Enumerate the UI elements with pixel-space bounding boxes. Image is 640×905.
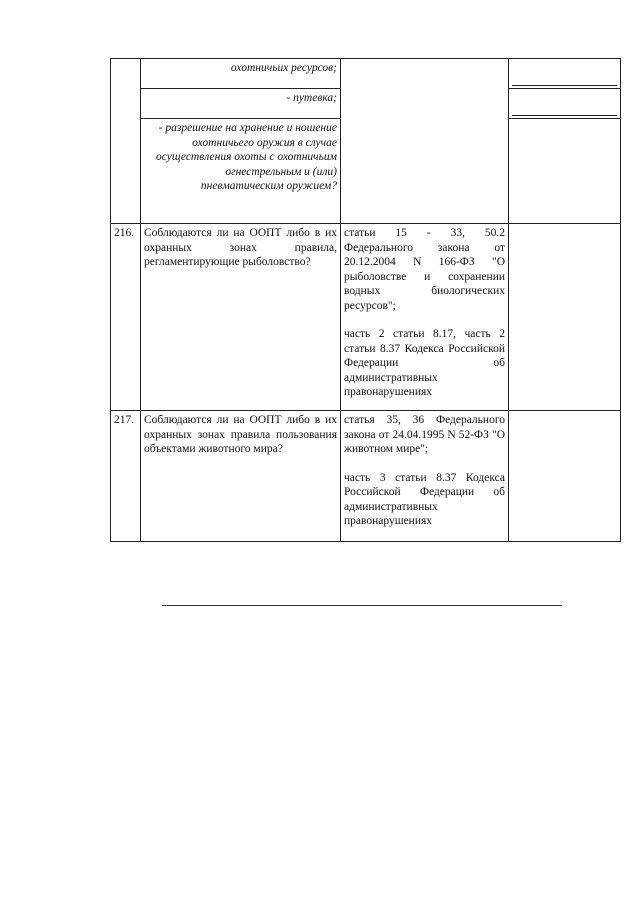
continuation-item-2: - путевка; — [141, 89, 341, 119]
question-text: Соблюдаются ли на ООПТ либо в их охранных зонах правила пользования объектами животного мира? — [141, 411, 341, 542]
question-text: Соблюдаются ли на ООПТ либо в их охранных зонах правила, регламентирующие рыболовство? — [141, 224, 341, 411]
continuation-note-cell-1 — [509, 59, 621, 89]
row-number: 216. — [111, 224, 141, 411]
note-box — [512, 91, 617, 116]
continuation-reference-cell — [341, 59, 509, 224]
continuation-number-cell — [111, 59, 141, 224]
table-row-216 — [111, 224, 621, 411]
legal-reference: часть 2 статьи 8.17, часть 2 статьи 8.37 Кодекса Российской Федерации об административных правонарушениях — [344, 328, 505, 398]
requirements-table — [110, 58, 621, 542]
legal-reference: статьи 15 - 33, 50.2 Федерального закона от 20.12.2004 N 166-ФЗ "О рыболовстве и сохранении водных биологических ресурсов"; — [344, 227, 505, 312]
continuation-item-1: охотничьих ресурсов; — [141, 59, 341, 89]
table-row-217 — [111, 411, 621, 542]
continuation-note-cell-2 — [509, 89, 621, 119]
continuation-item-3: - разрешение на хранение и ношение охотничьего оружия в случае осуществления охоты с охотничьим огнестрельным и (или) пневматическим оружием? — [141, 119, 341, 224]
notes-cell — [509, 224, 621, 411]
legal-reference: статья 35, 36 Федерального закона от 24.04.1995 N 52-ФЗ "О животном мире"; — [344, 414, 505, 455]
notes-cell — [509, 411, 621, 542]
footer-divider-line — [162, 605, 562, 606]
continuation-note-cell-3 — [509, 119, 621, 224]
legal-reference: часть 3 статьи 8.37 Кодекса Российской Федерации об административных правонарушениях — [344, 471, 505, 527]
row-number: 217. — [111, 411, 141, 542]
legal-references — [341, 411, 509, 542]
note-box — [512, 61, 617, 86]
continuation-row-1 — [111, 59, 621, 89]
legal-references — [341, 224, 509, 411]
